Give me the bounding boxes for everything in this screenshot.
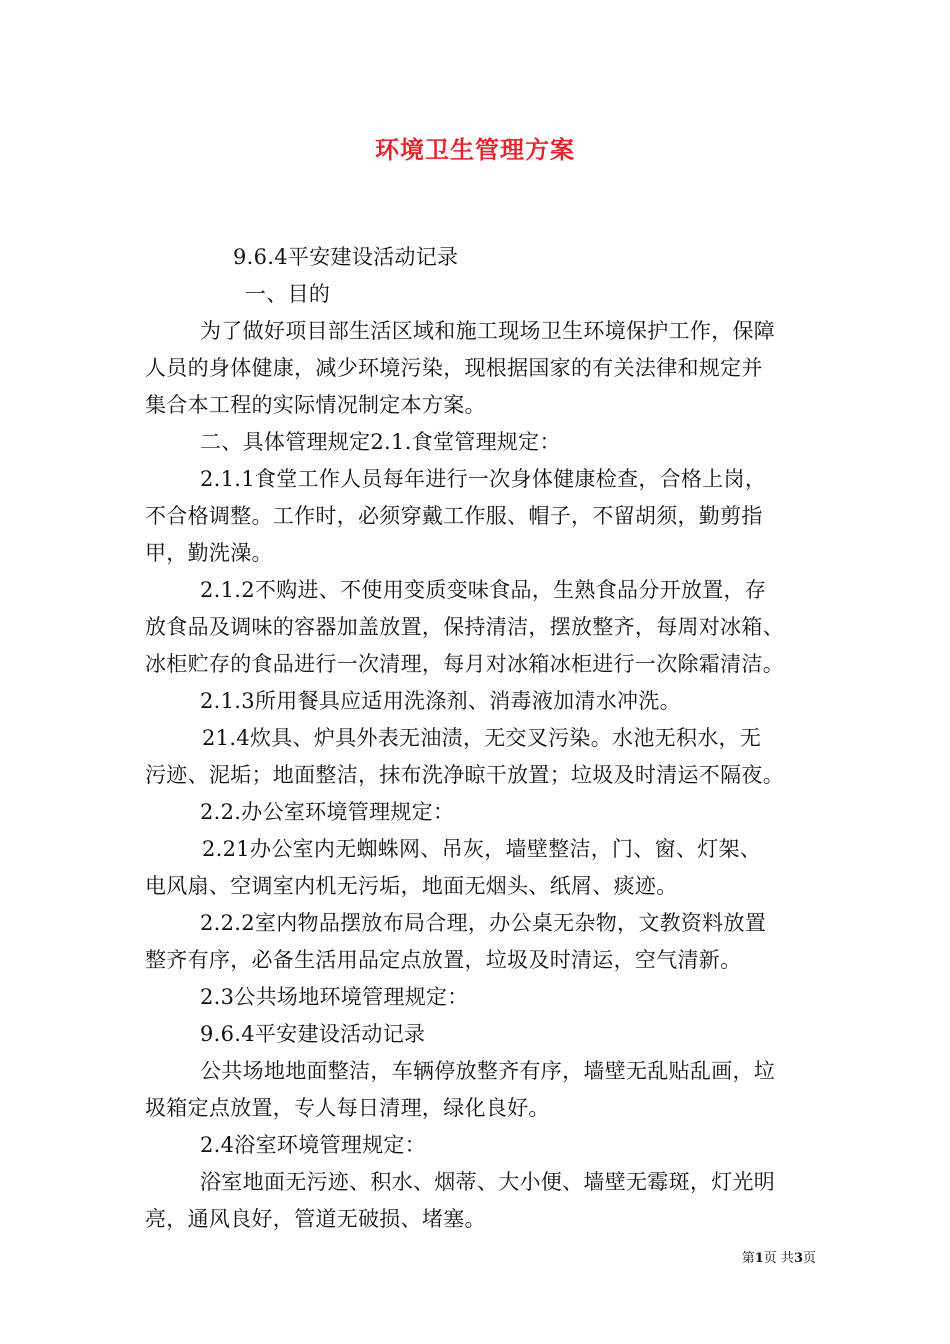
section-heading: 2.3公共场地环境管理规定： [200,985,469,1009]
paragraph-line: 2.1.1食堂工作人员每年进行一次身体健康检查，合格上岗， [200,467,767,491]
current-page-number: 1 [754,1251,764,1266]
paragraph-line: 2.1.2不购进、不使用变质变味食品，生熟食品分开放置，存 [200,578,767,602]
section-heading: 二、具体管理规定2.1.食堂管理规定： [200,430,561,454]
footer-middle: 页 共 [763,1251,794,1266]
paragraph-line: 21.4炊具、炉具外表无油渍，无交叉污染。水池无积水，无 [202,726,762,750]
paragraph-line: 亮，通风良好，管道无破损、堵塞。 [145,1207,486,1231]
page-number-footer [742,1247,816,1266]
paragraph-line: 电风扇、空调室内机无污垢，地面无烟头、纸屑、痰迹。 [145,874,678,898]
paragraph-line: 冰柜贮存的食品进行一次清理，每月对冰箱冰柜进行一次除霜清洁。 [145,652,784,676]
paragraph-line: 污迹、泥垢；地面整洁，抹布洗净晾干放置；垃圾及时清运不隔夜。 [145,763,784,787]
paragraph-line: 2.2.2室内物品摆放布局合理，办公桌无杂物，文教资料放置 [200,911,767,935]
total-page-number: 3 [793,1251,803,1266]
section-heading: 2.2.办公室环境管理规定： [200,800,455,824]
paragraph-line: 为了做好项目部生活区域和施工现场卫生环境保护工作，保障 [200,319,776,343]
paragraph-line: 公共场地地面整洁，车辆停放整齐有序，墙壁无乱贴乱画，垃 [200,1059,776,1083]
section-heading: 一、目的 [245,282,331,306]
paragraph-line: 圾箱定点放置，专人每日清理，绿化良好。 [145,1096,550,1120]
paragraph-line: 甲，勤洗澡。 [145,541,273,565]
paragraph-line: 2.1.3所用餐具应适用洗涤剂、消毒液加清水冲洗。 [200,689,681,713]
paragraph-line: 放食品及调味的容器加盖放置，保持清洁，摆放整齐，每周对冰箱、 [145,615,784,639]
paragraph-line: 人员的身体健康，减少环境污染，现根据国家的有关法律和规定并 [145,356,763,380]
paragraph-line: 浴室地面无污迹、积水、烟蒂、大小便、墙壁无霉斑，灯光明 [200,1170,776,1194]
footer-suffix: 页 [802,1251,816,1266]
footer-prefix: 第 [741,1251,755,1266]
section-heading: 2.4浴室环境管理规定： [200,1133,426,1157]
document-title: 环境卫生管理方案 [375,135,575,164]
paragraph-line: 不合格调整。工作时，必须穿戴工作服、帽子，不留胡须，勤剪指 [145,504,763,528]
section-heading: 9.6.4平安建设活动记录 [200,1022,426,1046]
paragraph-line: 2.21办公室内无蜘蛛网、吊灰，墙壁整洁，门、窗、灯架、 [202,837,762,861]
section-heading: 9.6.4平安建设活动记录 [233,245,459,269]
paragraph-line: 整齐有序，必备生活用品定点放置，垃圾及时清运，空气清新。 [145,948,742,972]
paragraph-line: 集合本工程的实际情况制定本方案。 [145,393,486,417]
